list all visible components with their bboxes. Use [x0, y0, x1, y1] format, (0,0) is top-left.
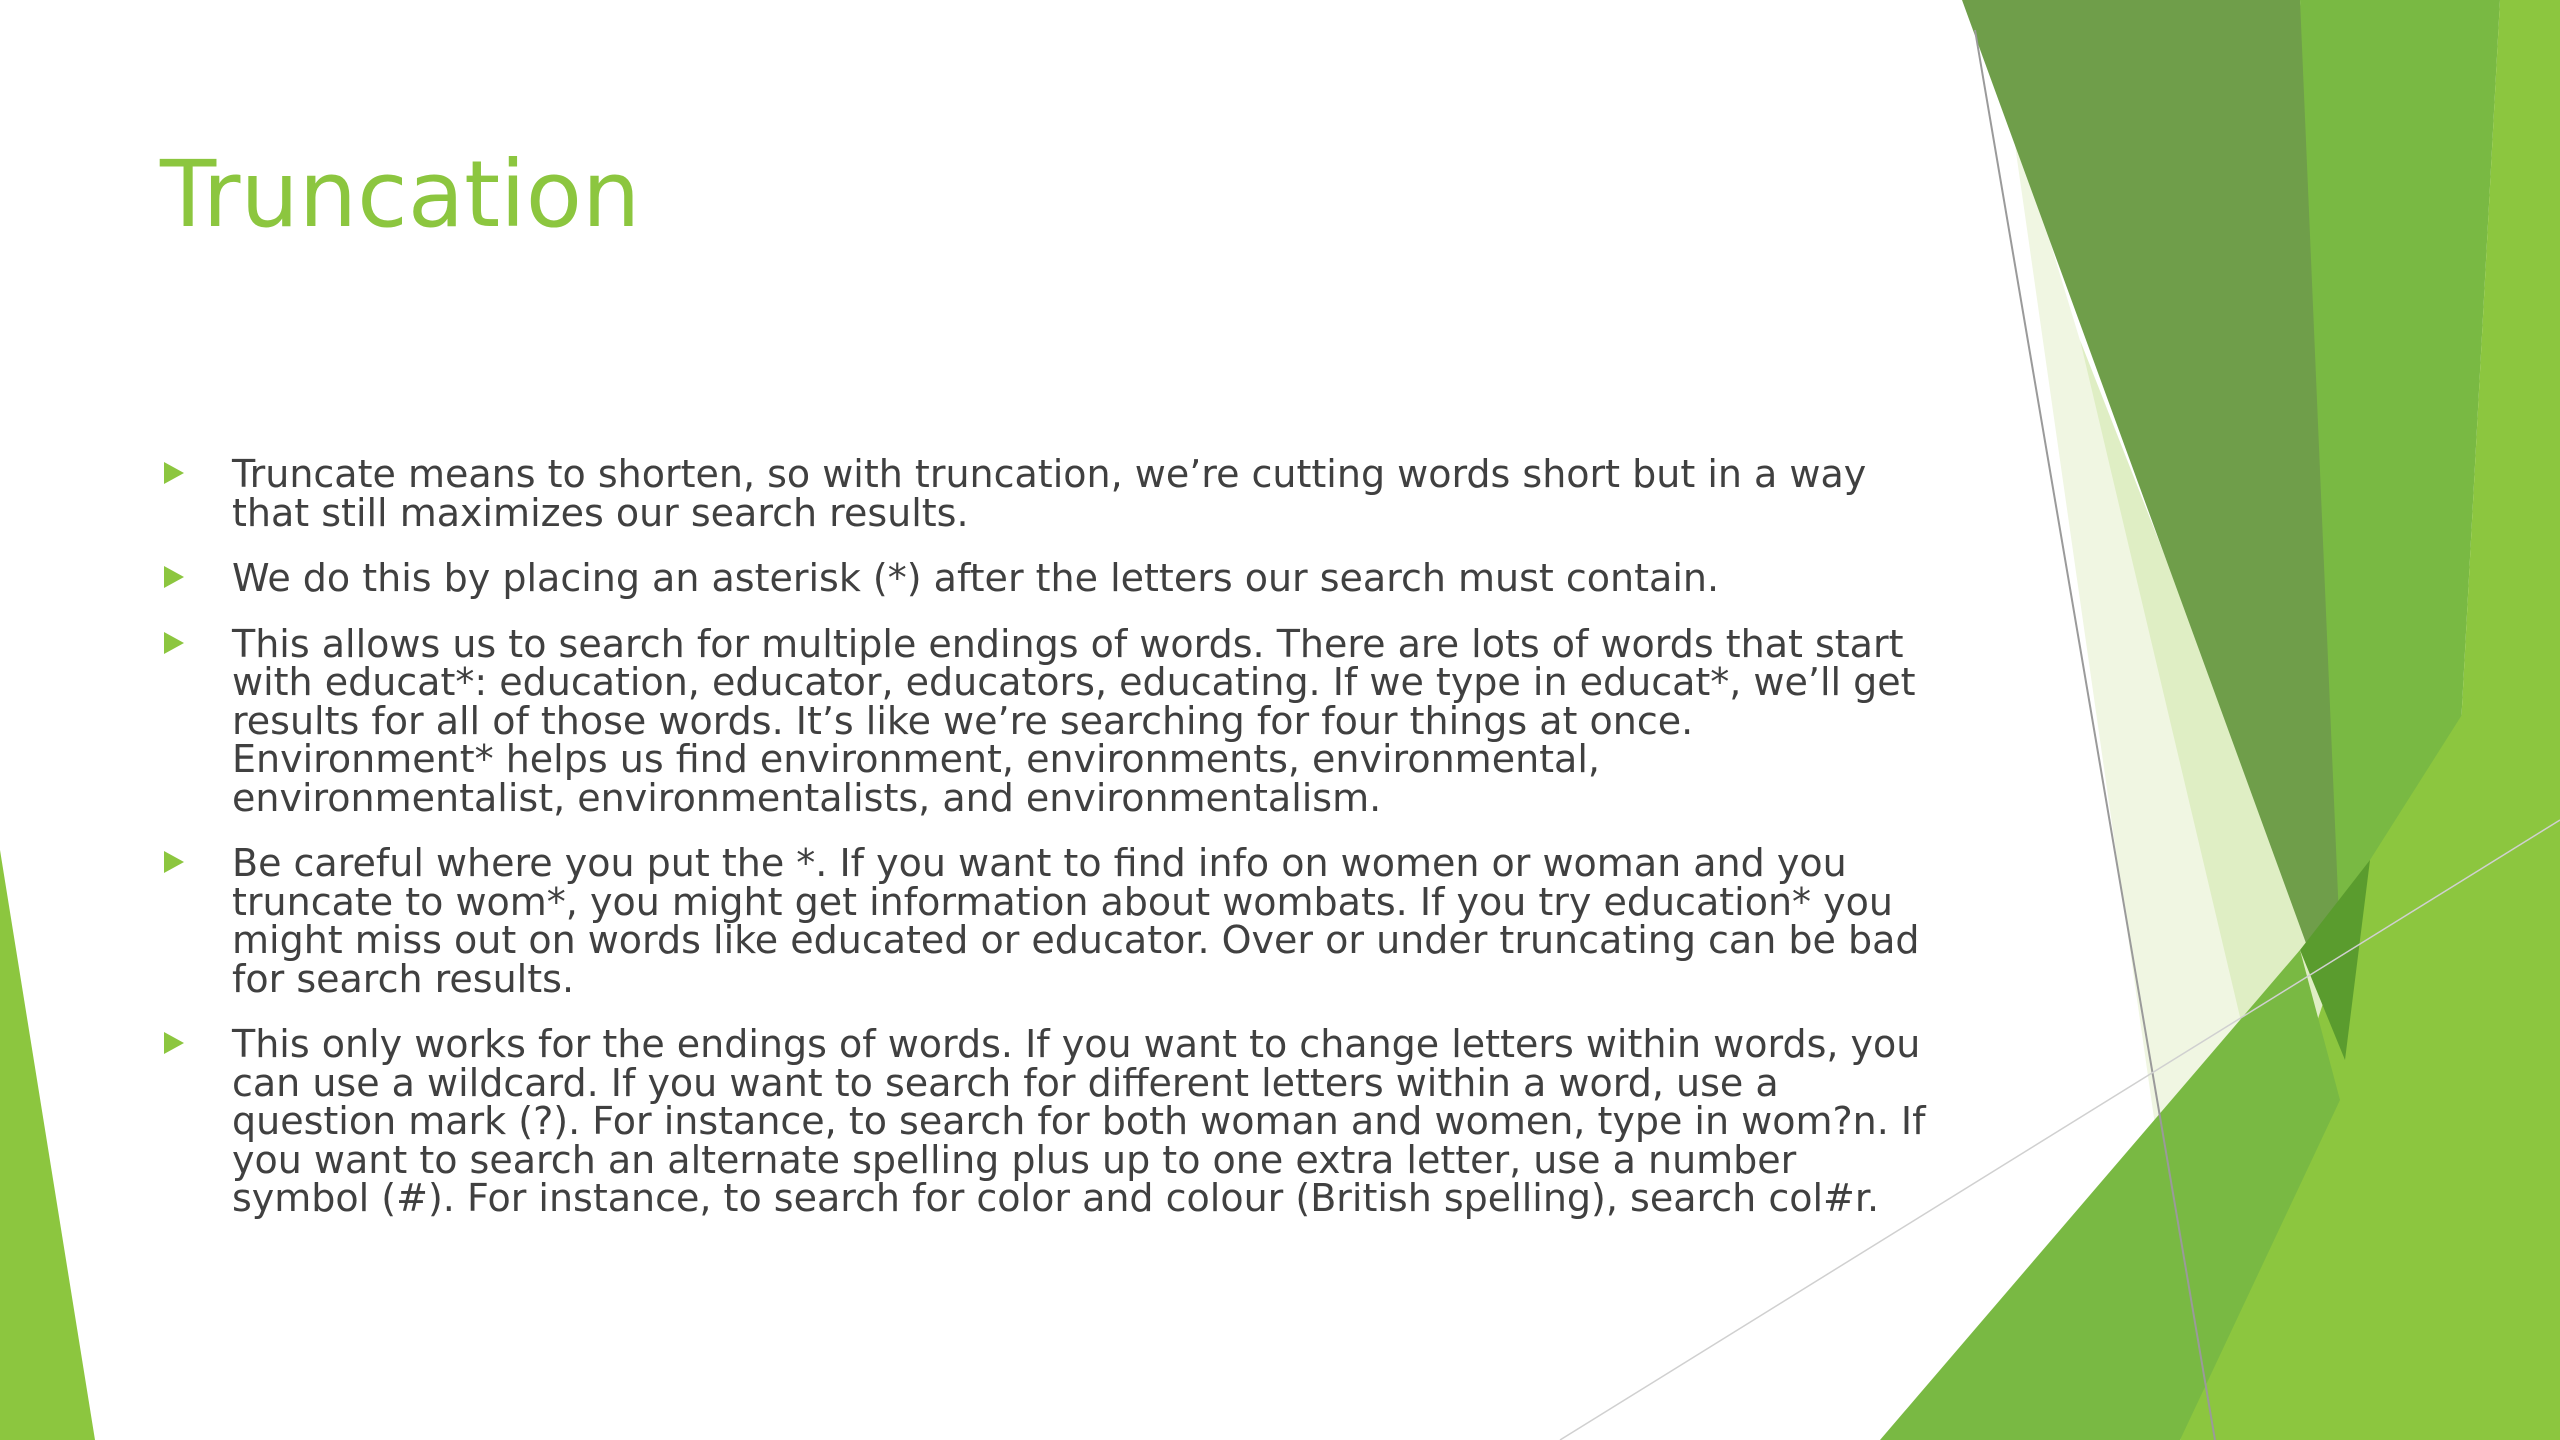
triangle-right-icon — [164, 1032, 184, 1054]
triangle-right-icon — [164, 851, 184, 873]
bullet-item — [160, 621, 1940, 820]
bullet-text: We do this by placing an asterisk (*) after the letters our search must contain. — [232, 556, 1720, 600]
bullet-item — [160, 841, 1940, 1001]
triangle-right-icon — [164, 566, 184, 588]
bullet-text: Be careful where you put the *. If you want to find info on women or woman and you truncate to wom*, you might get information about wombats. If you try education* you might miss out on words like educated or educator. Over or under truncating can be bad for search results. — [232, 841, 1920, 1001]
bullet-text: This only works for the endings of words. If you want to change letters within words, you can use a wildcard. If you want to search for different letters within a word, use a question mark (?). For instance, to search for both woman and women, type in wom?n. If you want to search an alternate spelling plus up to one extra letter, use a number symbol (#). For instance, to search for color and colour (British spelling), search col#r. — [232, 1022, 1926, 1220]
triangle-right-icon — [164, 632, 184, 654]
bullet-item — [160, 1022, 1940, 1220]
bullet-item — [160, 452, 1940, 535]
bullet-text: Truncate means to shorten, so with truncation, we’re cutting words short but in a way that still maximizes our search results. — [232, 452, 1867, 535]
bullet-item — [160, 556, 1940, 600]
bullet-list — [160, 452, 1940, 1245]
slide-title: Truncation — [160, 141, 641, 248]
left-green-sliver — [0, 850, 95, 1440]
bullet-text: This allows us to search for multiple endings of words. There are lots of words that start with educat*: education, educator, educators, educating. If we type in educat*, we’ll get results for all of those words. It’s like we’re searching for four things at once. Environment* helps us find environment, environments, environmental, environmentalist, environmentalists, and environmentalism. — [232, 621, 1916, 820]
triangle-right-icon — [164, 462, 184, 484]
